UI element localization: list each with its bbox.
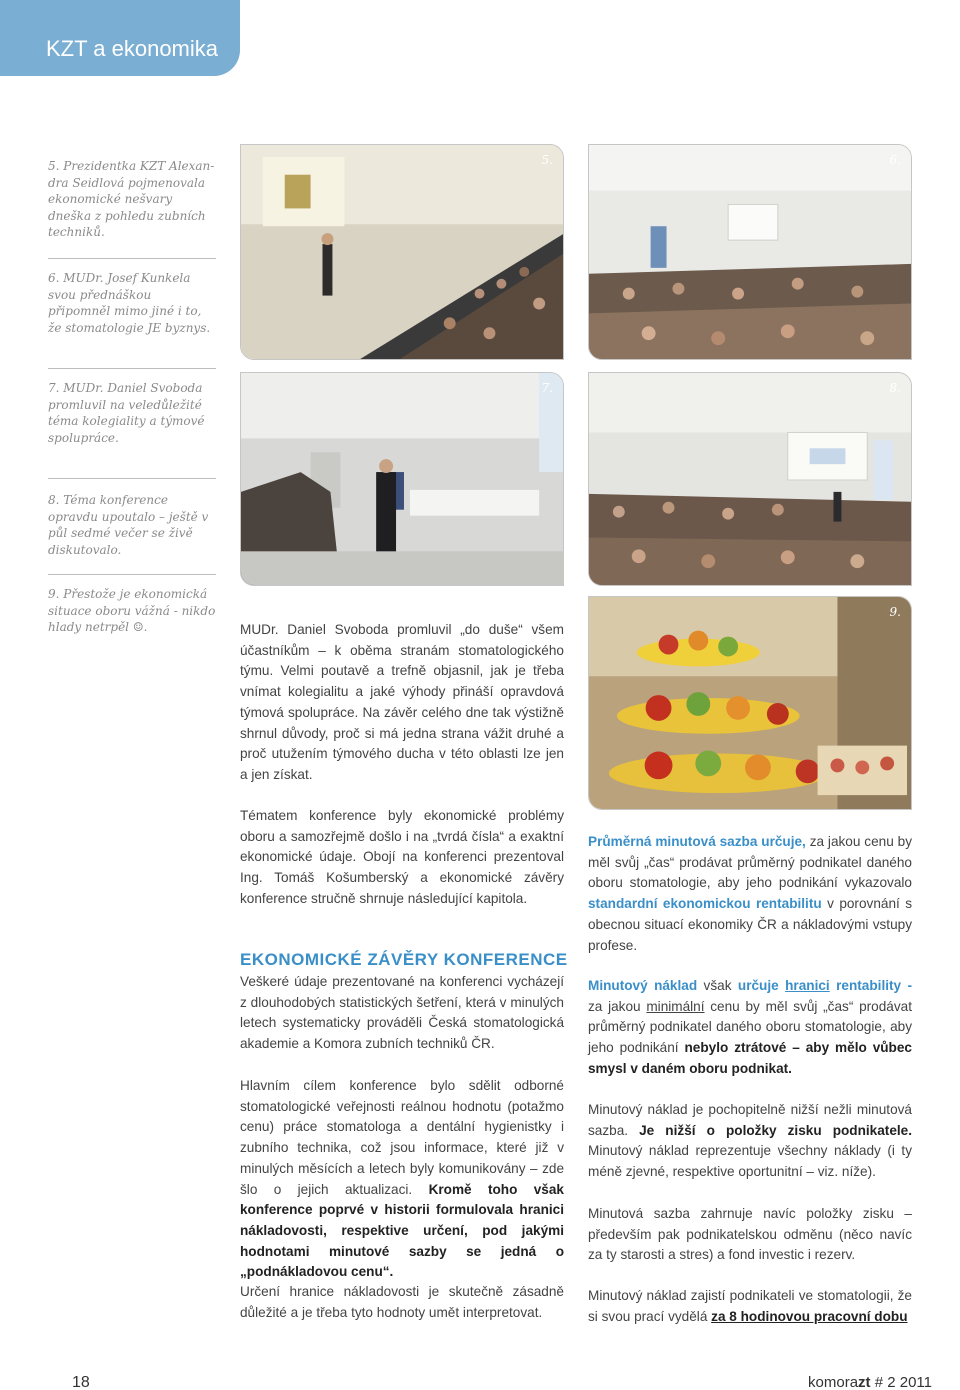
magazine-issue bbox=[808, 1374, 932, 1390]
photo-9 bbox=[588, 596, 912, 810]
photo-5 bbox=[240, 144, 564, 360]
right-paragraph-2 bbox=[588, 976, 912, 1080]
section-heading: EKONOMICKÉ ZÁVĚRY KONFERENCE bbox=[240, 950, 568, 969]
photo-number: 6. bbox=[889, 153, 901, 167]
photo-7 bbox=[240, 372, 564, 586]
section-tab bbox=[0, 0, 240, 76]
caption-6: 6. MUDr. Josef Kunkela svou přednáškou připomněl mimo jiné i to, že stomatologie JE byznys. bbox=[48, 271, 211, 335]
paragraph-text: v porovnání s obecnou situací ekonomiky ČR a nákladovými vstupy profese. bbox=[588, 896, 912, 953]
middle-paragraph-1: MUDr. Daniel Svoboda promluvil „do duše“ všem účastníkům – k oběma stranám stomatologického týmu. Velmi poutavě a trefně objasnil, jak je třeba vnímat kolegialitu a jaké výhody přináší opravdová týmová spolupráce. Na závěr celého dne tak výstižně shrnul důvody, proč si má jedna strana vážit druhé a proč utužením týmového ducha v této oblasti lze jen a jen získat. bbox=[240, 622, 564, 782]
caption-divider bbox=[48, 258, 216, 259]
magazine-name-bold: zt bbox=[858, 1374, 871, 1390]
issue-number: # 2 2011 bbox=[870, 1374, 932, 1390]
middle-paragraph-2: Tématem konference byly ekonomické problémy oboru a samozřejmě došlo i na „tvrdá čísla“ a exaktní ekonomické údaje. Obojí na konferenci prezentoval Ing. Tomáš Košumberský a ekonomické závěry konference stručně shrnuje následující kapitola. bbox=[240, 808, 564, 906]
paragraph-emphasis: Kromě toho však konference poprvé v historii formulovala hranici nákladovosti, respektive určení, pod jakými hodnotami minutové sazby se jedná o „podnákladovou cenu“. bbox=[240, 1181, 564, 1280]
paragraph-emphasis: nebylo ztrátové – aby mělo vůbec smysl v daném oboru podnikat. bbox=[588, 1040, 912, 1076]
middle-paragraph-4 bbox=[240, 1076, 564, 1283]
right-paragraph-5 bbox=[588, 1286, 912, 1327]
highlight-term: rentability - bbox=[836, 978, 913, 993]
photo-number: 7. bbox=[541, 381, 553, 395]
paragraph-text: Minutový náklad je pochopitelně nižší nežli minutová sazba. bbox=[588, 1102, 912, 1138]
fruit-buffet-photo-icon bbox=[589, 597, 911, 809]
highlight-term: hranici bbox=[785, 978, 830, 993]
right-paragraph-1 bbox=[588, 832, 912, 956]
paragraph-text: za jakou bbox=[588, 998, 647, 1014]
highlight-term: určuje bbox=[737, 978, 779, 993]
photo-8 bbox=[588, 372, 912, 586]
caption-8: 8. Téma konference opravdu upoutalo – ještě v půl sedmé večer se živě diskutovalo. bbox=[48, 493, 209, 557]
caption-divider bbox=[48, 368, 216, 369]
caption-7: 7. MUDr. Daniel Svoboda promluvil na veledůležité téma kolegiality a týmové spolupráce. bbox=[48, 381, 205, 445]
magazine-name: komora bbox=[808, 1374, 859, 1390]
hall-photo-icon bbox=[589, 373, 911, 585]
highlight-term: Průměrná minutová sazba určuje, bbox=[588, 834, 806, 849]
right-paragraph-4: Minutová sazba zahrnuje navíc položky zisku – především pak podnikatelskou odměnu (něco navíc za ty starosti a stres) a fond investic i rezerv. bbox=[588, 1206, 912, 1263]
paragraph-text: však bbox=[697, 978, 738, 993]
audience-photo-icon bbox=[589, 145, 911, 359]
paragraph-text: Hlavním cílem konference bylo sdělit odborné stomatologické veřejnosti reálnou hodnotu (potažmo cenu) práce stomatologa a dentální hygienistky i zubního technika, což jsou informace, které již v minulých měsících a letech byly komunikovány – zde šlo o jejich aktualizaci. bbox=[240, 1078, 564, 1197]
paragraph-text: Minutový náklad reprezentuje všechny náklady (i ty méně zjevné, respektive oportunitní – viz. níže). bbox=[588, 1143, 912, 1180]
caption-divider bbox=[48, 478, 216, 479]
section-title: KZT a ekonomika bbox=[46, 36, 219, 61]
middle-paragraph-5: Určení hranice nákladovosti je skutečně zásadně důležité a je třeba tyto hodnoty umět interpretovat. bbox=[240, 1284, 564, 1320]
speaker-photo-icon bbox=[241, 373, 563, 585]
underlined-term: minimální bbox=[646, 998, 705, 1014]
highlight-term: standardní ekonomickou rentabilitu bbox=[588, 896, 822, 912]
paragraph-text: Minutový náklad zajistí podnikateli ve stomatologii, že si svou prací vydělá bbox=[588, 1288, 912, 1324]
page-number: 18 bbox=[72, 1374, 90, 1390]
presenter-photo-icon bbox=[241, 145, 563, 359]
photo-number: 5. bbox=[541, 153, 553, 167]
caption-9: 9. Přestože je ekonomická situace oboru vážná - nikdo hlady netrpěl ☺. bbox=[48, 587, 216, 634]
paragraph-emphasis: za 8 hodinovou pracovní dobu bbox=[711, 1308, 908, 1324]
caption-5: 5. Prezidentka KZT Alexandra Seidlová pojmenovala ekonomické nešvary dneška z pohledu zubních techniků. bbox=[48, 159, 215, 239]
paragraph-text: za jakou cenu by měl svůj „čas“ prodávat průměrný podnikatel daného oboru stomatologie, aby jeho podnikání vykazovalo bbox=[588, 834, 912, 891]
photo-6 bbox=[588, 144, 912, 360]
paragraph-text: cenu by měl svůj „čas“ prodávat průměrný podnikatel daného oboru stomatologie, aby jeho podnikání bbox=[588, 998, 912, 1056]
paragraph-emphasis: Je nižší o položky zisku podnikatele. bbox=[639, 1122, 913, 1138]
right-paragraph-3 bbox=[588, 1100, 912, 1183]
middle-paragraph-3: Veškeré údaje prezentované na konferenci vycházejí z dlouhodobých statistických šetření, která v minulých letech systematicky prováděli Česká stomatologická akademie a Komora zubních techniků ČR. bbox=[240, 974, 564, 1052]
photo-number: 9. bbox=[889, 605, 901, 619]
caption-divider bbox=[48, 574, 216, 575]
photo-number: 8. bbox=[889, 381, 901, 395]
highlight-term: Minutový náklad bbox=[588, 978, 698, 993]
